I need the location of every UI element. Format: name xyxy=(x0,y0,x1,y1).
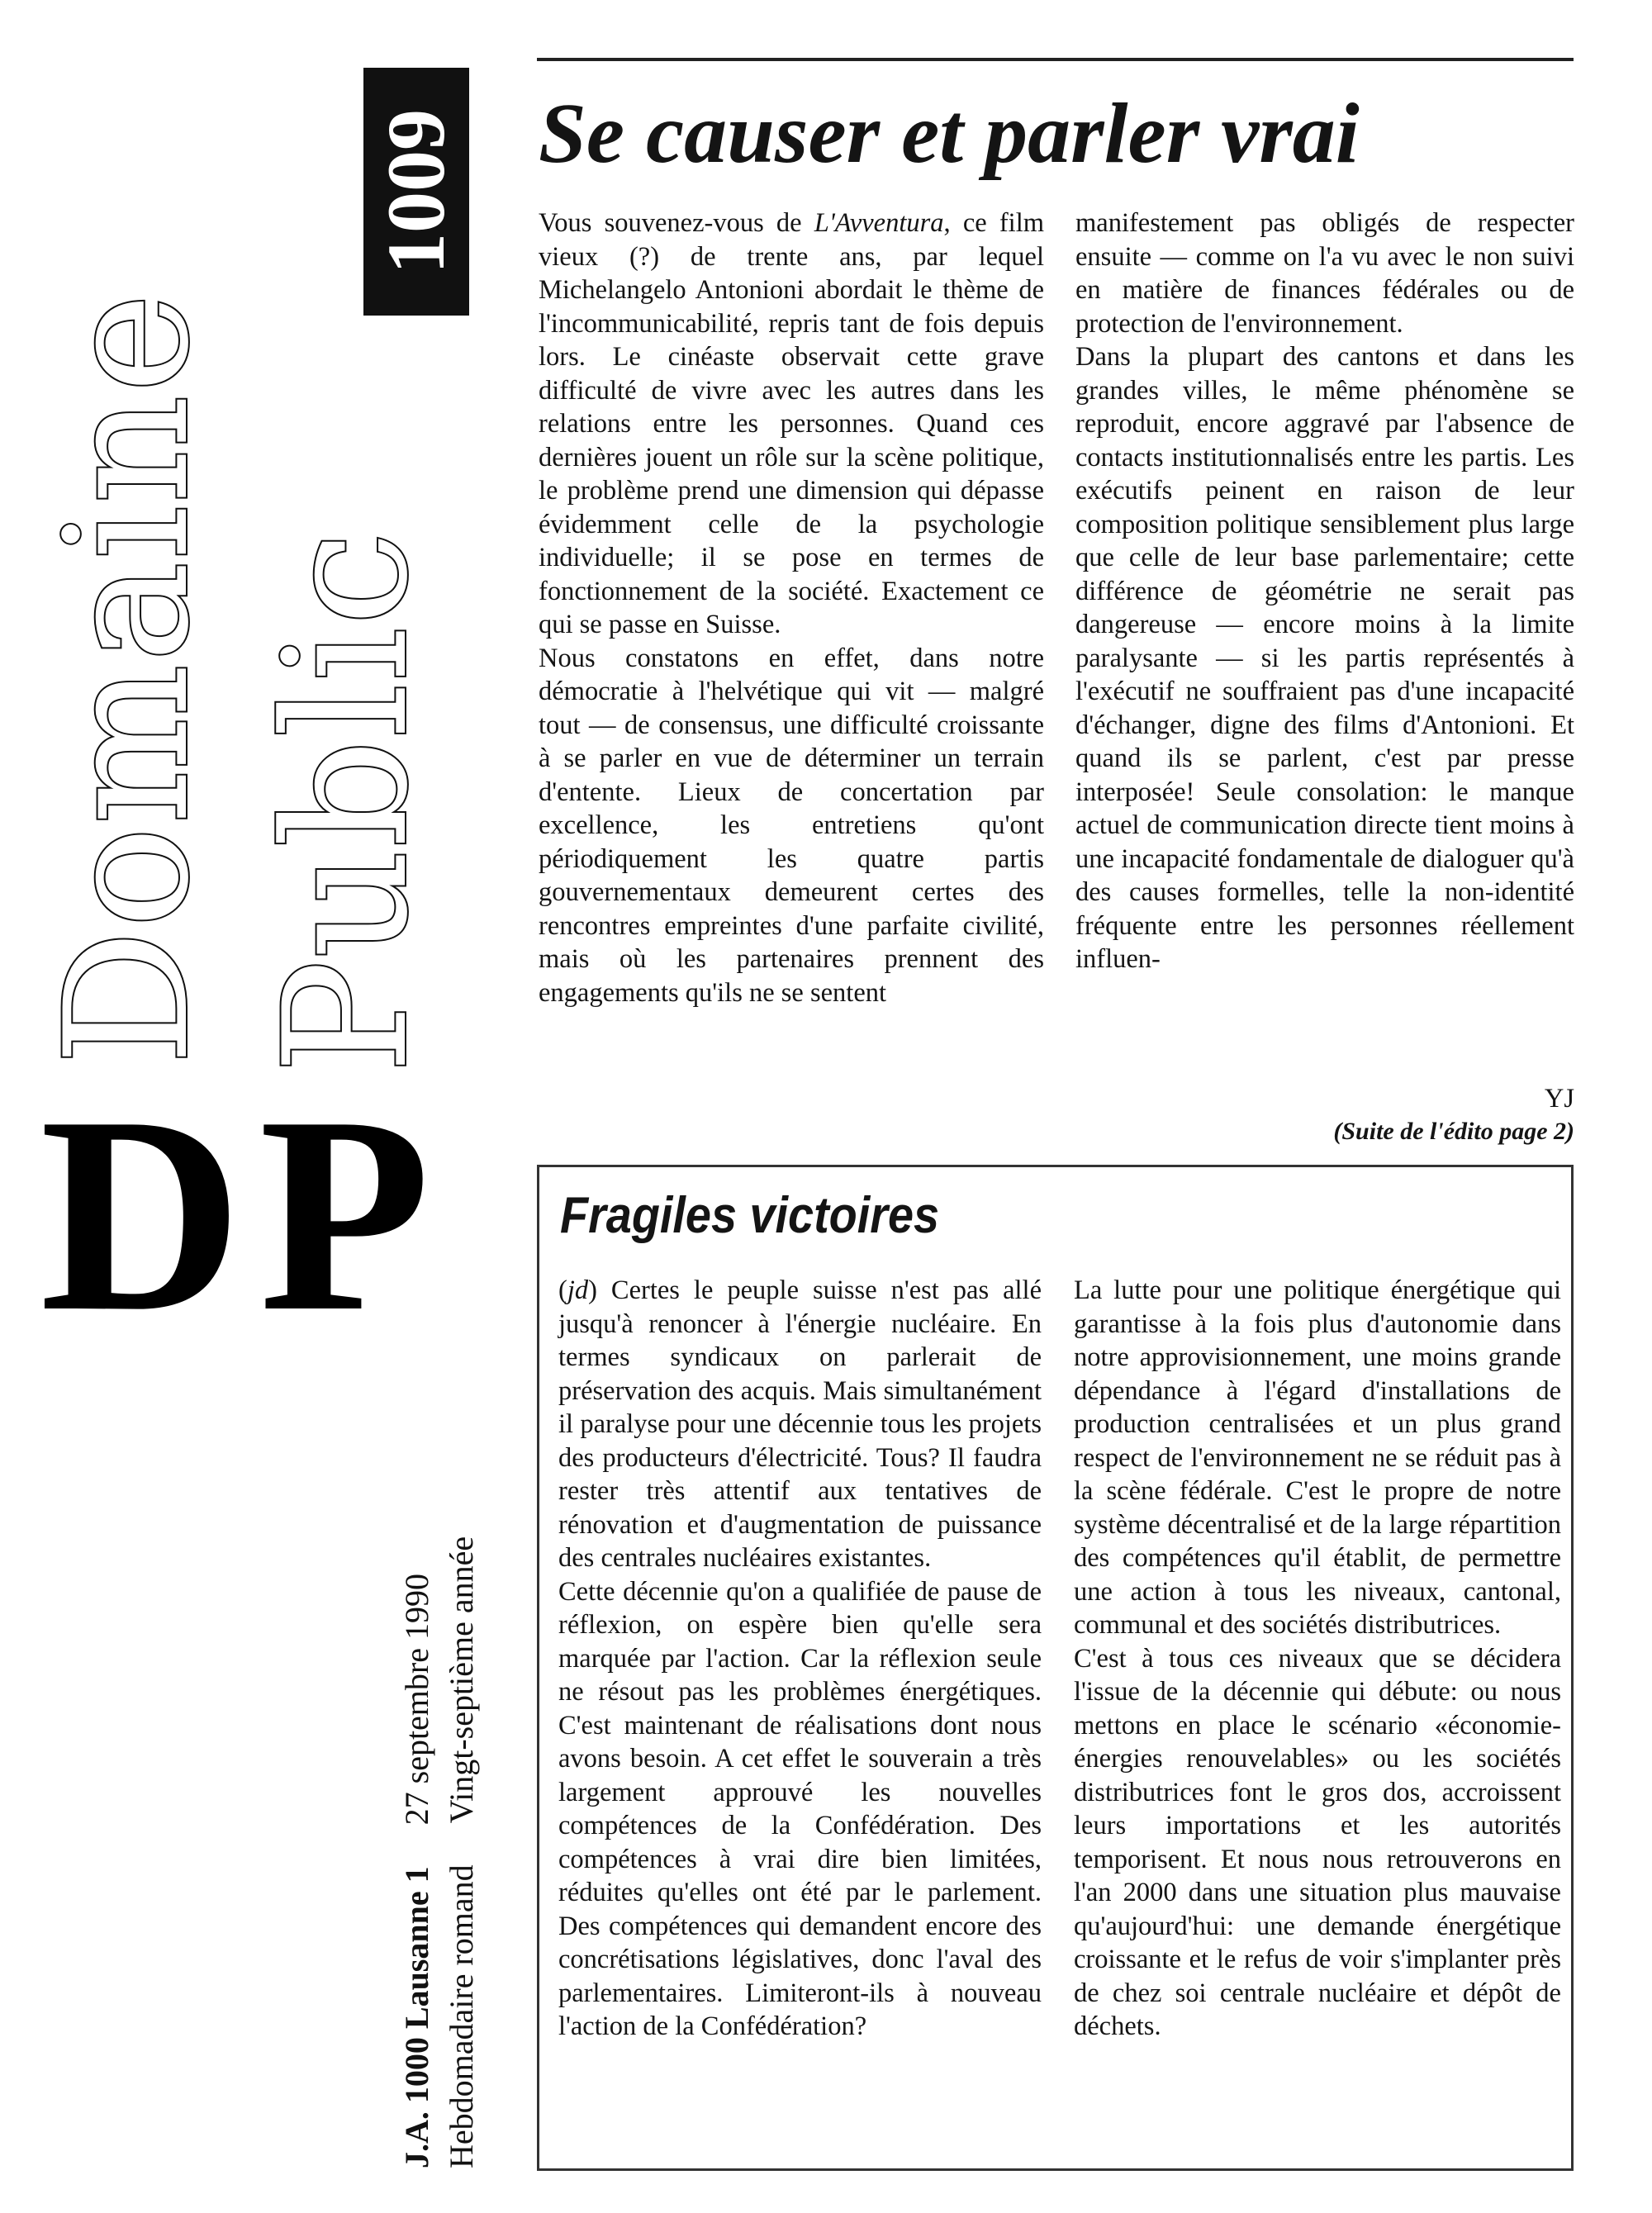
article-paragraph: Cette décennie qu'on a qualifiée de pause de réflexion, on espère bien qu'elle sera marquée par l'action. Car la réflexion seule ne résout pas les problèmes énergétiques. C'est maintenant de réalisations dont nous avons besoin. A cet effet le souverain a très largement approuvé les nouvelles compétences de la Confédération. Des compétences à vrai dire bien limitées, réduites qu'elles ont été par le parlement. Des compétences qui demandent encore des concrétisations législatives, donc l'aval des parlementaires. Limiteront-ils à nouveau l'action de la Confédération? xyxy=(558,1576,1042,2041)
author-initials: jd xyxy=(567,1275,589,1305)
publication-type: Hebdomadaire romand xyxy=(443,1864,480,2168)
issue-date: 27 septembre 1990 xyxy=(398,1574,435,1826)
issue-number: 1009 xyxy=(370,109,462,274)
top-rule xyxy=(537,58,1574,61)
article-paragraph: C'est à tous ces niveaux que se décidera l'issue de la décennie qui débute: ou nous mettons en place le scénario «économie-énergies renouvelables» ou les sociétés distributrices font le gros dos, accroissent leurs importations et les autorités temporisent. Et nous nous retrouverons en l'an 2000 dans une situation plus mauvaise qu'aujourd'hui: une demande énergétique croissante et le refus de voir s'implanter près de chez soi centrale nucléaire et dépôt de déchets. xyxy=(1074,1643,1561,2041)
editorial-paragraph: manifestement pas obligés de respecter ensuite — comme on l'a vu avec le non suivi en matière de finances fédérales ou de protection de l'environnement. xyxy=(1075,208,1574,339)
text-run: , ce film vieux (?) de trente ans, par lequel Michelangelo Antonioni abordait le thème de l'incommunicabilité, repris tant de fois depuis lors. Le cinéaste observait cette grave difficulté de vivre avec les autres dans les relations entre les personnes. Quand ces dernières jouent un rôle sur la scène politique, le problème prend une dimension qui dépasse évidemment celle de la psychologie individuelle; il se pose en termes de fonctionnement de la société. Exactement ce qui se passe en Suisse. xyxy=(539,208,1045,639)
text-run: Vous souvenez-vous de xyxy=(539,208,814,238)
masthead-title-public: Public xyxy=(249,529,445,1074)
article-paragraph: (jd) Certes le peuple suisse n'est pas allé jusqu'à renoncer à l'énergie nucléaire. En termes syndicaux on parlerait de préservation des acquis. Mais simultanément il paralyse pour une décennie tous les projets des producteurs d'électricité. Tous? Il faudra rester très attentif aux tentatives de rénovation et d'augmentation de puissance des centrales nucléaires existantes. xyxy=(558,1275,1042,1573)
continued-note: (Suite de l'édito page 2) xyxy=(1333,1118,1574,1145)
editorial-title: Se causer et parler vrai xyxy=(539,86,1360,181)
year-info: Vingt-septième année xyxy=(443,1536,480,1824)
article-paragraph: La lutte pour une politique énergétique qui garantisse à la fois plus d'autonomie dans notre approvisionnement, une moins grande dépendance à l'égard d'installations de production centralisées et un plus grand respect de l'environnement ne se réduit pas à la scène fédérale. C'est le propre de notre système décentralisé et de la large répartition des compétences qu'il établit, de permettre une action à tous les niveaux, cantonal, communal et des sociétés distributrices. xyxy=(1074,1275,1561,1640)
publication-info-line xyxy=(439,1536,484,2168)
mailing-info-line xyxy=(395,1574,439,2168)
editorial-author: YJ xyxy=(1544,1084,1574,1114)
article-column-2 xyxy=(1074,1274,1561,2044)
article-column-1 xyxy=(558,1274,1042,2044)
editorial-column-2 xyxy=(1075,207,1574,976)
article-title: Fragiles victoires xyxy=(560,1187,940,1244)
editorial-paragraph: Nous constatons en effet, dans notre démocratie à l'helvétique qui vit — malgré tout — de consensus, une difficulté croissante à se parler en vue de déterminer un terrain d'entente. Lieux de concertation par excellence, les entretiens qu'ont périodiquement les quatre partis gouvernementaux demeurent certes des rencontres empreintes d'une parfaite civilité, mais où les partenaires prennent des engagements qu'ils ne se sentent xyxy=(539,643,1044,1008)
mail-info: J.A. 1000 Lausanne 1 xyxy=(398,1866,435,2168)
editorial-paragraph xyxy=(539,207,1044,642)
dp-logo: DP xyxy=(40,1058,448,1370)
masthead-title-domaine: Domaine xyxy=(30,291,226,1066)
editorial-paragraph: Dans la plupart des cantons et dans les grandes villes, le même phénomène se reproduit, encore aggravé par l'absence de contacts institutionnalisés entre les partis. Les exécutifs peinent en raison de leur composition politique sensiblement plus large que celle de leur base parlementaire; cette différence de géométrie ne serait pas dangereuse — encore moins à la limite paralysante — si les partis représentés à l'exécutif ne souffraient pas d'une incapacité d'échanger, digne des films d'Antonioni. Et quand ils se parlent, c'est par presse interposée! Seule consolation: le manque actuel de communication directe tient moins à une incapacité fondamentale de dialoguer qu'à des causes formelles, telle la non-identité fréquente entre les personnes réellement influen- xyxy=(1075,342,1574,974)
text-run: Certes le peuple suisse n'est pas allé jusqu'à renoncer à l'énergie nucléaire. En termes syndicaux on parlerait de préservation des acquis. Mais simultanément il paralyse pour une décennie tous les projets des producteurs d'électricité. Tous? Il faudra rester très attentif aux tentatives de rénovation et d'augmentation de puissance des centrales nucléaires existantes. xyxy=(558,1275,1042,1573)
film-title: L'Avventura xyxy=(814,208,944,238)
editorial-column-1 xyxy=(539,207,1044,1009)
